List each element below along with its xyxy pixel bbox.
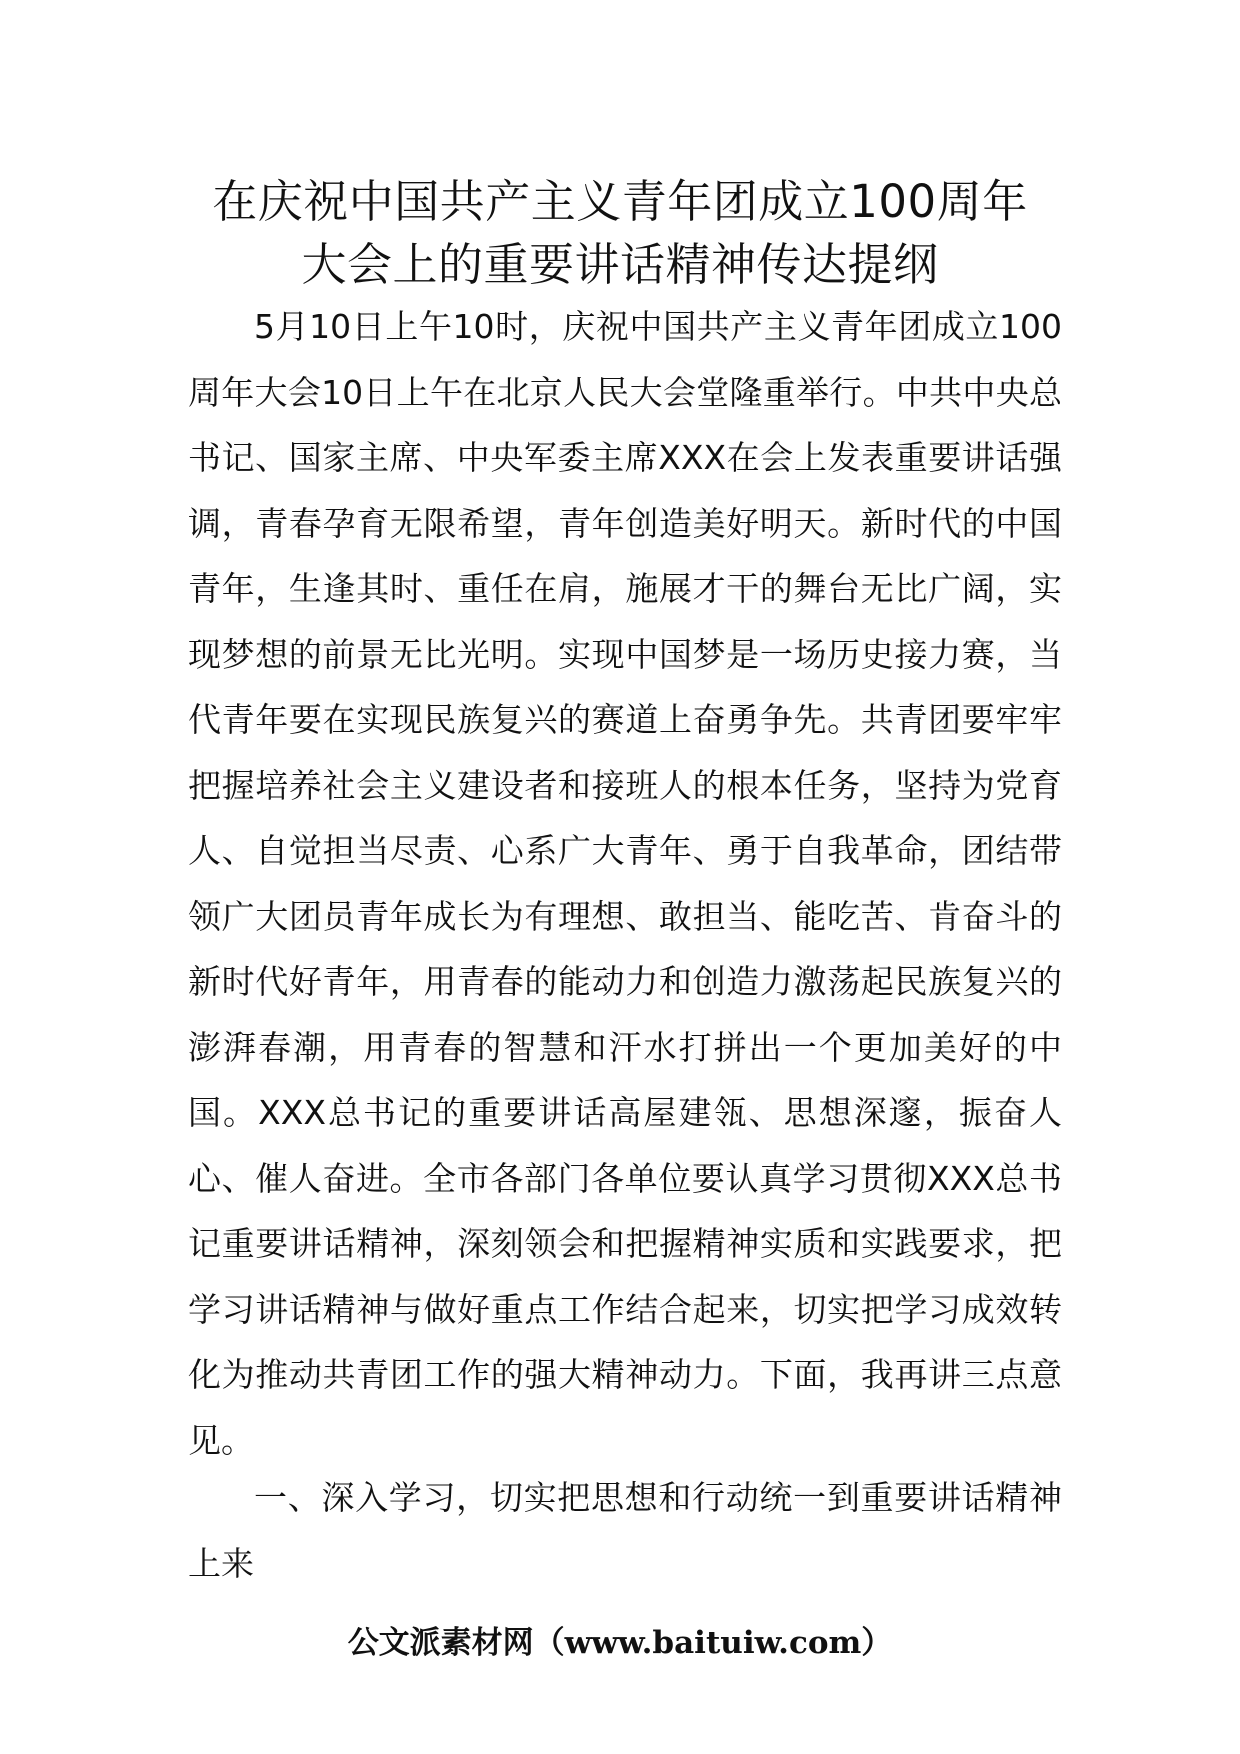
footer-watermark: 公文派素材网（www.baituiw.com） xyxy=(347,1625,893,1661)
document-title-line-1: 在庆祝中国共产主义青年团成立100周年 xyxy=(212,175,1028,228)
document-title-line-2: 大会上的重要讲话精神传达提纲 xyxy=(301,238,939,291)
body-paragraph: 5月10日上午10时，庆祝中国共产主义青年团成立100周年大会10日上午在北京人民大会堂隆重举行。中共中央总书记、国家主席、中央军委主席XXX在会上发表重要讲话强调，青春孕育无限希望，青年创造美好明天。新时代的中国青年，生逢其时、重任在肩，施展才干的舞台无比广阔，实现梦想的前景无比光明。实现中国梦是一场历史接力赛，当代青年要在实现民族复兴的赛道上奋勇争先。共青团要牢牢把握培养社会主义建设者和接班人的根本任务，坚持为党育人、自觉担当尽责、心系广大青年、勇于自我革命，团结带领广大团员青年成长为有理想、敢担当、能吃苦、肯奋斗的新时代好青年，用青春的能动力和创造力激荡起民族复兴的澎湃春潮，用青春的智慧和汗水打拼出一个更加美好的中国。XXX总书记的重要讲话高屋建瓴、思想深邃，振奋人心、催人奋进。全市各部门各单位要认真学习贯彻XXX总书记重要讲话精神，深刻领会和把握精神实质和实践要求，把学习讲话精神与做好重点工作结合起来，切实把学习成效转化为推动共青团工作的强大精神动力。下面，我再讲三点意见。 xyxy=(188,307,1062,1460)
section-heading: 一、深入学习，切实把思想和行动统一到重要讲话精神上来 xyxy=(188,1478,1062,1583)
